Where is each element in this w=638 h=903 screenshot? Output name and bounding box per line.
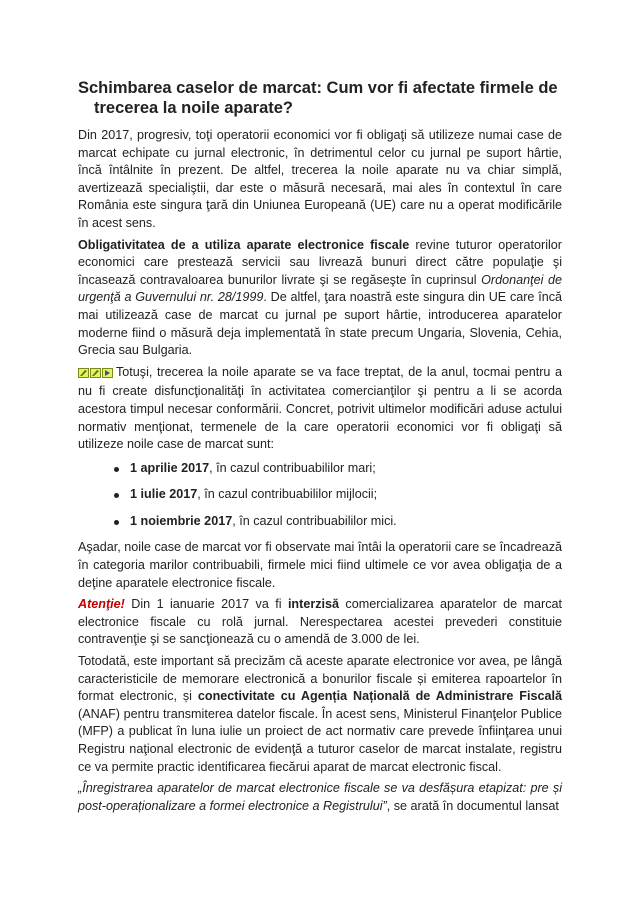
- warning-text-1: Din 1 ianuarie 2017 va fi: [124, 597, 288, 612]
- transition-text: Totuşi, trecerea la noile aparate se va face treptat, de la anul, tocmai pentru a nu fi create disfuncţionalităţi în activitatea comercianţilor şi pentru a li se acorda acestora timpul necesar conformării. Concret, potrivit ultimelor modificări aduse actului normativ menţionat, termenele de la care operatorii economici vor fi obligaţi să utilizeze noile case de marcat sunt:: [78, 364, 562, 452]
- warning-bold: interzisă: [287, 597, 340, 612]
- ordinance-reference: Ordonanţei de urgenţă a Guvernului nr. 28/1999: [78, 272, 562, 305]
- deadline-date: 1 aprilie 2017: [130, 460, 210, 475]
- list-item: [130, 486, 562, 504]
- paragraph-intro: Din 2017, progresiv, toţi operatorii economici vor fi obligaţi să utilizeze numai case de marcat echipate cu jurnal electronic, în detrimentul celor cu jurnal pe suport hârtie, încă întâlnite în prezent. De altfel, trecerea la noile aparate nu va chiar simplă, avertizează specialiştii, dar este o măsură necesară, mai ales în contextul în care România este singura ţară din Uniunea Europeană (UE) care nu a operat modificările în acest sens.: [78, 128, 562, 230]
- obligation-text-2: . De altfel, ţara noastră este singura din UE care încă mai utilizează case de marcat cu jurnal pe suport hârtie, introducerea aparatelor moderne fiind o măsură deja implementată în state precum Ungaria, Slovenia, Cehia, Grecia sau Bulgaria.: [78, 290, 562, 358]
- paragraph-quote: [78, 780, 562, 815]
- pencil-icon: [102, 368, 113, 378]
- registry-quote: „Înregistrarea aparatelor de marcat electronice fiscale se va desfășura etapizat: pre și post-operaționalizare a formei electronice a Registrului”: [78, 781, 562, 813]
- deadline-list: [78, 460, 562, 531]
- deadline-date: 1 iulie 2017: [130, 487, 198, 502]
- deadline-text: , în cazul contribuabililor mari;: [209, 460, 376, 475]
- list-item: [130, 460, 562, 478]
- list-item: [130, 513, 562, 531]
- document-title: Schimbarea caselor de marcat: Cum vor fi afectate firmele de trecerea la noile aparate?: [78, 79, 558, 117]
- pen-icon: [90, 368, 101, 378]
- deadline-text: , în cazul contribuabililor mici.: [232, 513, 397, 528]
- anaf-reference: conectivitate cu Agenția Națională de Administrare Fiscală: [197, 689, 562, 704]
- connectivity-text-2: (ANAF) pentru transmiterea datelor fiscale. În acest sens, Ministerul Finanţelor Publice (MFP) a publicat în luna iulie un proiect de act normativ care prevede înfiinţarea unui Registru naţional electronic de evidenţă a tuturor caselor de marcat instalate, registru ce va permite practic identificarea fiecărui aparat de marcat electronic fiscal.: [78, 706, 562, 774]
- warning-text-2: comercializarea aparatelor de marcat electronice fiscale cu rolă jurnal. Nerespectarea acestei prevederi constituie contravenţie şi se sancţionează cu o amendă de 3.000 de lei.: [78, 597, 562, 647]
- document-page: [78, 78, 562, 819]
- connectivity-text-1: Totodată, este important să precizăm că aceste aparate electronice vor avea, pe lângă caracteristicile de memorare electronică a bonurilor fiscale și emiterea rapoartelor în format electronic, și: [78, 654, 562, 704]
- deadline-text: , în cazul contribuabililor mijlocii;: [197, 487, 378, 502]
- warning-label: Atenţie!: [78, 597, 125, 612]
- pen-icon: [78, 368, 89, 378]
- paragraph-connectivity: [78, 653, 562, 776]
- paragraph-obligation: [78, 237, 562, 360]
- quote-text: , se arată în documentul lansat: [386, 798, 559, 813]
- obligation-heading: Obligativitatea de a utiliza aparate electronice fiscale: [78, 237, 410, 252]
- paragraph-conclusion: Aşadar, noile case de marcat vor fi observate mai întâi la operatorii care se încadrează în categoria marilor contribuabili, firmele mici fiind ultimele ce vor avea obligaţia de a deţine aparatele electronice fiscale.: [78, 540, 562, 590]
- inline-icon-group: [78, 366, 114, 384]
- obligation-text-1: revine tuturor operatorilor economici care prestează servicii sau livrează bunuri direct către populaţie şi încasează contravaloarea bunurilor livrate şi se regăseşte în cuprinsul: [78, 237, 563, 287]
- paragraph-transition: [78, 364, 562, 454]
- paragraph-warning: [78, 596, 562, 649]
- deadline-date: 1 noiembrie 2017: [130, 513, 233, 528]
